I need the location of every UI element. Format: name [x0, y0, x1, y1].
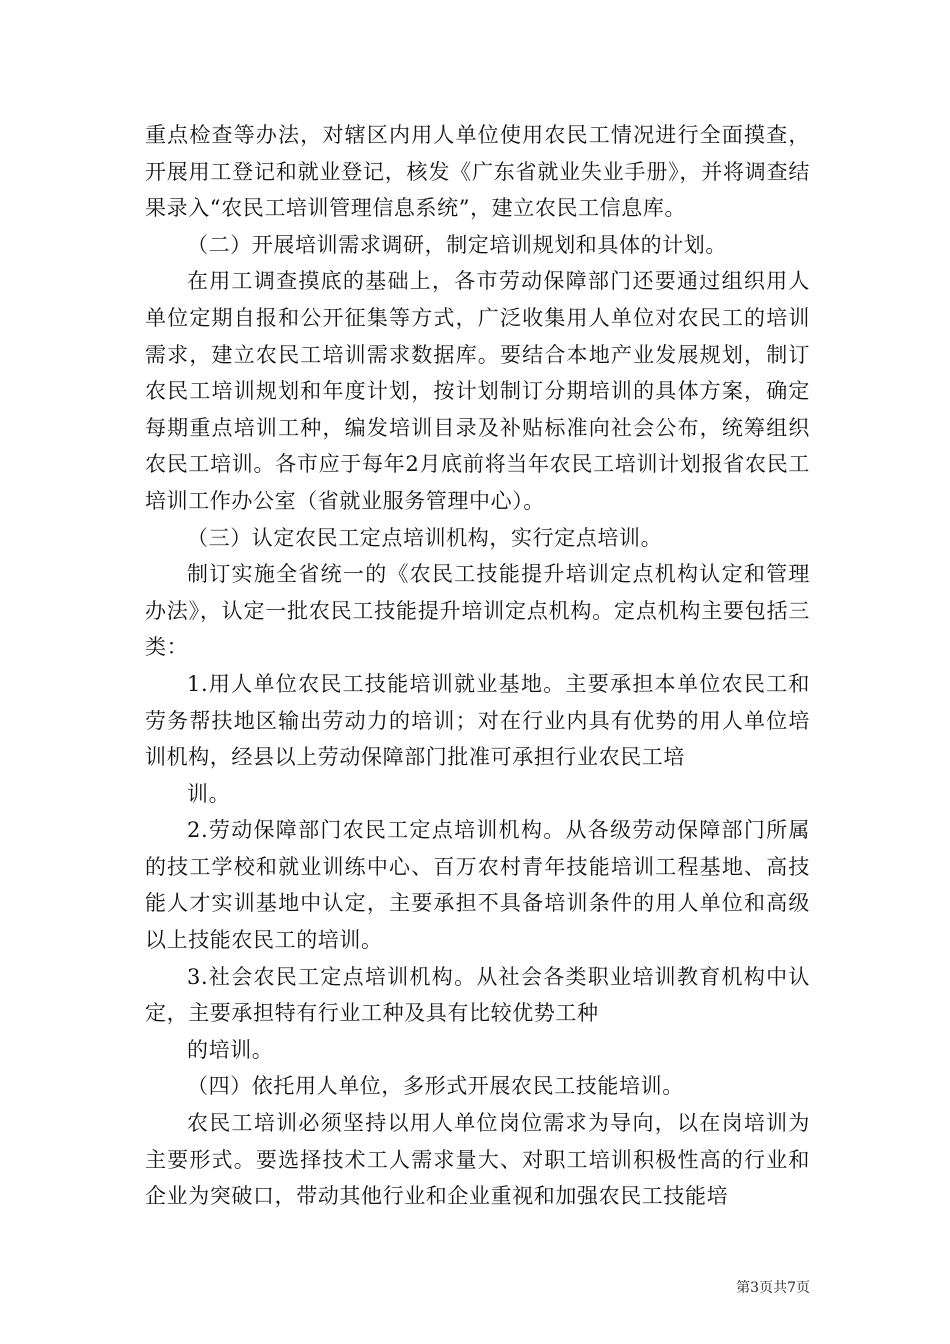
list-item-2: 2.劳动保障部门农民工定点培训机构。从各级劳动保障部门所属的技工学校和就业训练中心、百万农村青年技能培训工程基地、高技能人才实训基地中认定，主要承担不具备培训条件的用人单位和高级以上技能农民工的培训。 [145, 818, 810, 953]
paragraph-designated-institutions: 制订实施全省统一的《农民工技能提升培训定点机构认定和管理办法》，认定一批农民工技能提升培训定点机构。定点机构主要包括三类： [145, 562, 810, 660]
paragraph-survey-results: 重点检查等办法，对辖区内用人单位使用农民工情况进行全面摸查，开展用工登记和就业登记，核发《广东省就业失业手册》，并将调查结果录入“农民工培训管理信息系统”，建立农民工信息库。 [145, 123, 810, 221]
paragraph-training-demand: 在用工调查摸底的基础上，各市劳动保障部门还要通过组织用人单位定期自报和公开征集等方式，广泛收集用人单位对农民工的培训需求，建立农民工培训需求数据库。要结合本地产业发展规划，制订农民工培训规划和年度计划，按计划制订分期培训的具体方案，确定每期重点培训工种，编发培训目录及补贴标准向社会公布，统筹组织农民工培训。各市应于每年2月底前将当年农民工培训计划报省农民工培训工作办公室（省就业服务管理中心）。 [145, 269, 810, 513]
list-item-3: 3.社会农民工定点培训机构。从社会各类职业培训教育机构中认定，主要承担特有行业工种及具有比较优势工种 [145, 964, 810, 1026]
heading-section-3: （三）认定农民工定点培训机构，实行定点培训。 [187, 525, 663, 550]
list-item-3-continuation: 的培训。 [187, 1037, 274, 1062]
page-number-footer: 第3页共7页 [736, 1280, 810, 1296]
list-item-1-continuation: 训。 [187, 781, 231, 806]
list-item-1: 1.用人单位农民工技能培训就业基地。主要承担本单位农民工和劳务帮扶地区输出劳动力的培训；对在行业内具有优势的用人单位培训机构，经县以上劳动保障部门批准可承担行业农民工培 [145, 671, 810, 770]
document-body [145, 117, 810, 1215]
paragraph-employer-training: 农民工培训必须坚持以用人单位岗位需求为导向，以在岗培训为主要形式。要选择技术工人需求量大、对职工培训积极性高的行业和企业为突破口，带动其他行业和企业重视和加强农民工技能培 [145, 1111, 810, 1209]
heading-section-2: （二）开展培训需求调研，制定培训规划和具体的计划。 [187, 232, 727, 257]
heading-section-4: （四）依托用人单位，多形式开展农民工技能培训。 [187, 1074, 684, 1099]
